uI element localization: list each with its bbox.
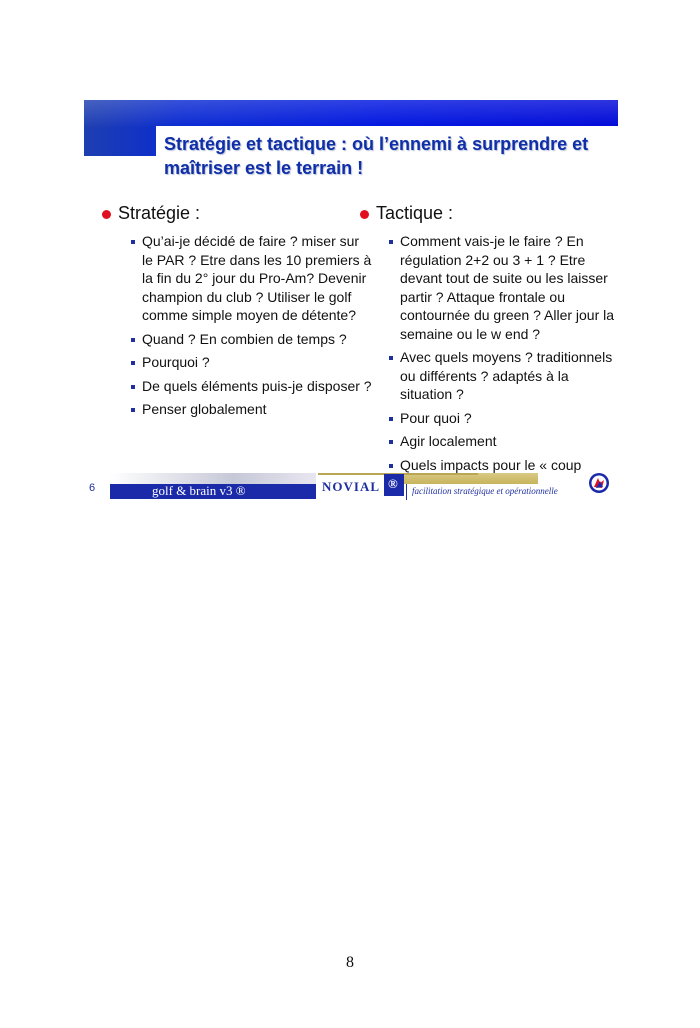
list-item-text: Qu’ai-je décidé de faire ? miser sur le PAR ? Etre dans les 10 premiers à la fin du 2° jour du Pro-Am? Devenir champion du club ? Utiliser le golf comme simple moyen de détente?	[142, 233, 372, 323]
page-number: 8	[346, 954, 354, 971]
slide-number: 6	[89, 482, 96, 494]
list-item-text: Penser globalement	[142, 401, 267, 417]
strategy-heading	[102, 202, 372, 224]
slide-footer	[84, 470, 618, 504]
product-name: golf & brain v3 ®	[152, 483, 246, 498]
strategy-column	[102, 202, 372, 424]
tagline: facilitation stratégique et opérationnelle	[412, 486, 558, 496]
square-bullet-icon	[131, 361, 135, 365]
list-item-text: Quand ? En combien de temps ?	[142, 330, 347, 347]
tactic-list	[360, 232, 618, 493]
list-item-text: Pour quoi ?	[400, 409, 472, 426]
square-bullet-icon	[389, 417, 393, 421]
strategy-list	[102, 232, 372, 419]
list-item	[360, 432, 618, 451]
tactic-heading	[360, 202, 618, 224]
list-item	[102, 353, 372, 372]
square-bullet-icon	[131, 240, 135, 244]
square-bullet-icon	[389, 440, 393, 444]
list-item-text: Comment vais-je le faire ? En régulation 2+2 ou 3 + 1 ? Etre devant tout de suite ou les laisser partir ? Attaque frontale ou contournée du green ? Aller jour la semaine ou le w end ?	[400, 233, 615, 342]
tagline-separator	[406, 484, 407, 500]
list-item	[102, 377, 372, 396]
list-item-text: Quels impacts pour le « coup	[400, 456, 582, 473]
square-bullet-icon	[131, 338, 135, 342]
square-bullet-icon	[389, 356, 393, 360]
list-item	[102, 400, 372, 419]
brand-name: NOVIAL	[322, 479, 381, 494]
slide	[84, 100, 618, 504]
list-item-text: De quels éléments puis-je disposer ?	[142, 377, 372, 394]
slide-title: Stratégie et tactique : où l’ennemi à surprendre et maîtriser est le terrain !	[164, 134, 589, 178]
tactic-column	[360, 202, 618, 498]
list-item-text: Agir localement	[400, 433, 497, 449]
list-item	[102, 232, 372, 325]
list-item	[360, 348, 618, 404]
list-item	[360, 232, 618, 343]
square-bullet-icon	[389, 464, 393, 468]
tactic-heading-text: Tactique :	[376, 203, 454, 223]
square-bullet-icon	[131, 385, 135, 389]
list-item	[360, 409, 618, 428]
strategy-heading-text: Stratégie :	[118, 203, 201, 223]
brand-logo-icon	[588, 472, 610, 494]
square-bullet-icon	[389, 240, 393, 244]
list-item	[102, 330, 372, 349]
banner-highlight	[84, 100, 618, 128]
red-bullet-icon	[360, 210, 369, 219]
list-item-text: Avec quels moyens ? traditionnels ou différents ? adaptés à la situation ?	[400, 349, 613, 402]
list-item-text: Pourquoi ?	[142, 354, 210, 370]
red-bullet-icon	[102, 210, 111, 219]
square-bullet-icon	[131, 408, 135, 412]
registered-mark: ®	[388, 476, 398, 491]
